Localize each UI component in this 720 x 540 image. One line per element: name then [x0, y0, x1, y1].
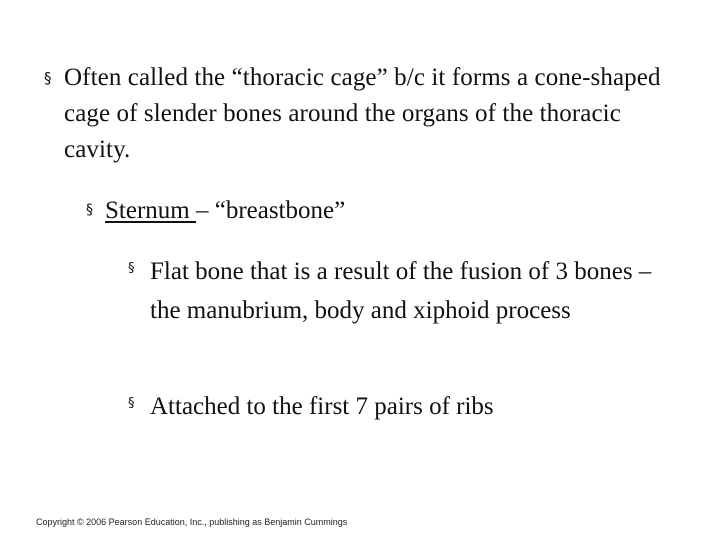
- bullet-text-attached-ribs: Attached to the first 7 pairs of ribs: [150, 393, 494, 420]
- copyright-footer: Copyright © 2006 Pearson Education, Inc., publishing as Benjamin Cummings: [36, 517, 348, 527]
- bullet-level-3: [128, 387, 688, 426]
- bullet-text-thoracic-cage: Often called the “thoracic cage” b/c it forms a cone-shaped cage of slender bones around the organs of the thoracic cavity.: [64, 64, 661, 163]
- bullet-marker-icon: §: [86, 202, 93, 218]
- bullet-marker-icon: §: [128, 396, 135, 411]
- bullet-marker-icon: §: [128, 261, 135, 276]
- bullet-level-1: [44, 60, 684, 168]
- bullet-text-flat-bone: Flat bone that is a result of the fusion of 3 bones – the manubrium, body and xiphoid process: [150, 258, 652, 324]
- term-sternum: Sternum: [105, 197, 196, 224]
- bullet-level-3: [128, 252, 688, 330]
- bullet-level-2: [86, 193, 646, 229]
- bullet-text-sternum: [105, 193, 345, 229]
- sternum-description: – “breastbone”: [195, 197, 346, 224]
- bullet-marker-icon: §: [44, 69, 52, 87]
